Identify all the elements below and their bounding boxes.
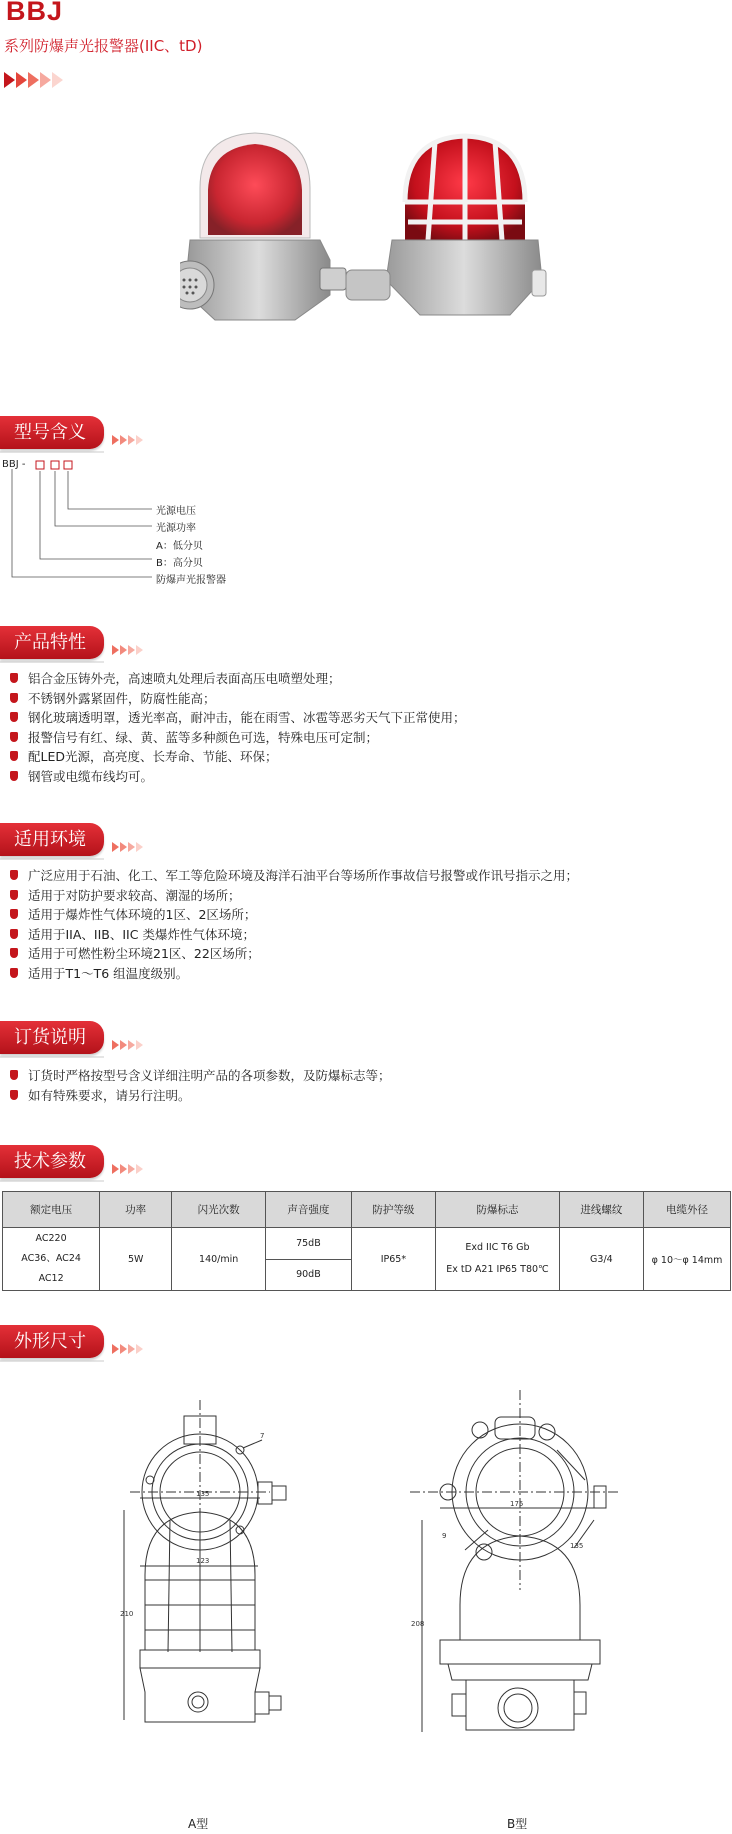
list-item: 广泛应用于石油、化工、军工等危险环境及海洋石油平台等场所作事故信号报警或作讯号指示之用； (8, 866, 578, 886)
dimension-drawings (0, 1390, 732, 1834)
dim-b-side-175: 175 (510, 1500, 524, 1508)
list-item: 不锈钢外露紧固件，防腐性能高； (8, 689, 466, 709)
section-tab-model: 型号含义 (0, 416, 104, 449)
page-subtitle: 系列防爆声光报警器(IIC、tD) (4, 37, 203, 55)
section-tab-features: 产品特性 (0, 626, 104, 659)
list-item: 钢管或电缆布线均可。 (8, 767, 466, 787)
model-code-prefix: BBJ - (2, 459, 26, 470)
list-item: 配LED光源，高亮度、长寿命、节能、环保； (8, 747, 466, 767)
list-item: 适用于对防护要求较高、潮湿的场所； (8, 886, 578, 906)
drawing-label-a: A型 (188, 1817, 209, 1831)
list-item: 适用于爆炸性气体环境的1区、2区场所； (8, 905, 578, 925)
features-list (8, 669, 466, 786)
model-label-voltage: 光源电压 (156, 506, 196, 517)
product-b-image (346, 136, 546, 315)
header-cell: 防护等级 (351, 1192, 436, 1228)
sound-cell: 90dB (266, 1259, 351, 1291)
dim-b-side-208: 208 (411, 1620, 425, 1628)
list-item: 订货时严格按型号含义详细注明产品的各项参数，及防爆标志等； (8, 1066, 391, 1086)
table-row (3, 1228, 731, 1260)
section-tab-dimensions: 外形尺寸 (0, 1325, 104, 1358)
list-item: 铝合金压铸外壳，高速喷丸处理后表面高压电喷塑处理； (8, 669, 466, 689)
dim-a-top-123: 123 (196, 1557, 210, 1565)
header-cell: 额定电压 (3, 1192, 100, 1228)
model-label-power: 光源功率 (156, 523, 196, 534)
power-cell: 5W (100, 1228, 172, 1291)
header-cell: 电缆外径 (644, 1192, 731, 1228)
list-item: 报警信号有红、绿、黄、蓝等多种颜色可选，特殊电压可定制； (8, 728, 466, 748)
cable-cell: φ 10～φ 14mm (644, 1228, 731, 1291)
list-item: 如有特殊要求，请另行注明。 (8, 1086, 391, 1106)
header-cell: 进线螺纹 (559, 1192, 643, 1228)
thread-cell: G3/4 (559, 1228, 643, 1291)
section-tab-environment: 适用环境 (0, 823, 104, 856)
model-label-low-db: A：低分贝 (156, 541, 203, 552)
ex-mark-cell: Exd IIC T6 Gb Ex tD A21 IP65 T80℃ (436, 1228, 560, 1291)
ordering-list (8, 1066, 391, 1105)
header-cell: 闪光次数 (172, 1192, 266, 1228)
product-photos (180, 130, 550, 355)
list-item: 适用于T1～T6 组温度级别。 (8, 964, 578, 984)
list-item: 适用于可燃性粉尘环境21区、22区场所； (8, 944, 578, 964)
model-label-product: 防爆声光报警器 (156, 575, 226, 586)
flash-cell: 140/min (172, 1228, 266, 1291)
spec-table (2, 1191, 731, 1291)
table-header-row (3, 1192, 731, 1228)
drawing-label-b: B型 (507, 1817, 528, 1831)
dim-b-top-9: 9 (442, 1532, 447, 1540)
dim-b-top-135: 135 (570, 1542, 584, 1550)
header-cell: 功率 (100, 1192, 172, 1228)
page-title: BBJ (6, 0, 64, 26)
dim-a-top-7: 7 (260, 1432, 265, 1440)
section-tab-params: 技术参数 (0, 1145, 104, 1178)
header-cell: 声音强度 (266, 1192, 351, 1228)
product-a-image (180, 133, 346, 320)
protection-cell: IP65* (351, 1228, 436, 1291)
header-cell: 防爆标志 (436, 1192, 560, 1228)
sound-cell: 75dB (266, 1228, 351, 1260)
model-code-diagram (0, 455, 260, 585)
environment-list (8, 866, 578, 983)
section-tab-ordering: 订货说明 (0, 1021, 104, 1054)
list-item: 适用于IIA、IIB、IIC 类爆炸性气体环境； (8, 925, 578, 945)
list-item: 钢化玻璃透明罩，透光率高，耐冲击，能在雨雪、冰雹等恶劣天气下正常使用； (8, 708, 466, 728)
dim-a-side-135: 135 (196, 1490, 210, 1498)
model-label-high-db: B：高分贝 (156, 558, 203, 569)
dim-a-side-210: 210 (120, 1610, 134, 1618)
voltage-cell: AC220 AC36、AC24 AC12 (3, 1228, 100, 1291)
b-top-view (410, 1390, 620, 1590)
